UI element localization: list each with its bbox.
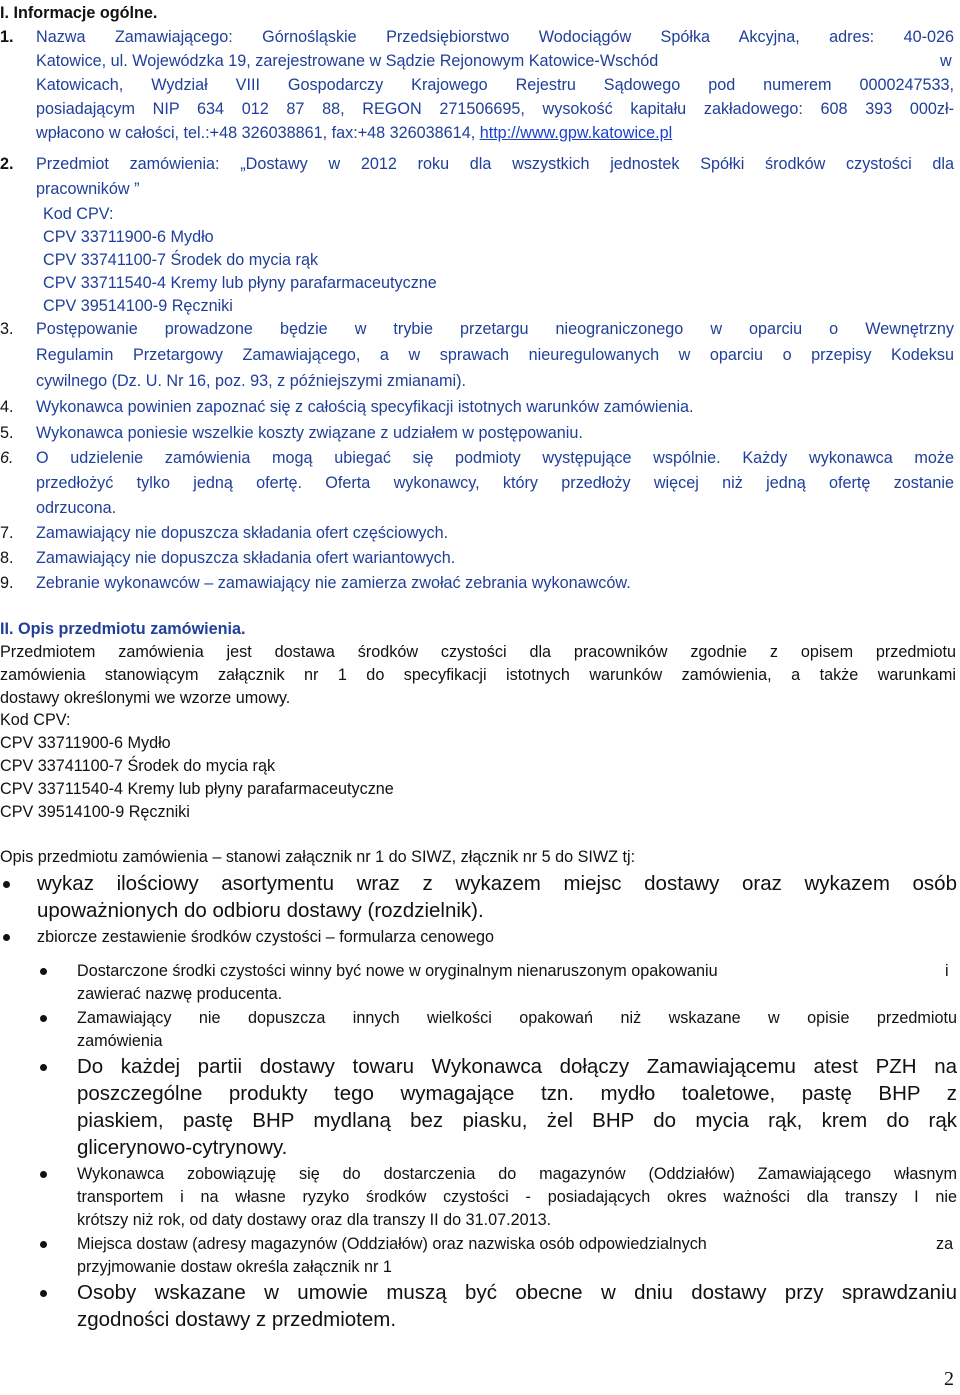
list-number: 6. [0,449,14,467]
bullet-icon [40,1290,47,1297]
page-number: 2 [944,1368,954,1390]
bullet-text: Do każdej partii dostawy towaru Wykonawca dołączy Zamawiającemu atest PZH na [77,1055,957,1078]
list-item-text: Postępowanie prowadzone będzie w trybie przetargu nieograniczonego w oparciu o Wewnętrzny [36,320,954,338]
bullet-icon [40,1241,47,1248]
list-item-text: O udzielenie zamówienia mogą ubiegać się podmioty występujące wspólnie. Każdy wykonawca może [36,449,954,467]
list-item-text: pracowników ” [36,180,140,198]
list-item-text: Wykonawca poniesie wszelkie koszty związane z udziałem w postępowaniu. [36,424,583,442]
list-item-text: w [940,52,952,70]
section-heading: II. Opis przedmiotu zamówienia. [0,620,246,638]
bullet-text: za [936,1235,954,1253]
list-number: 3. [0,320,14,338]
list-number: 4. [0,398,14,416]
list-item-text: Nazwa Zamawiającego: Górnośląskie Przedsiębiorstwo Wodociągów Spółka Akcyjna, adres: 40-026 [36,28,954,46]
list-number: 9. [0,574,14,592]
bullet-text: glicerynowo-cytrynowy. [77,1136,288,1159]
list-number: 1. [0,28,14,46]
list-item-text: przedłożyć tylko jedną ofertę. Oferta wykonawcy, który przedłoży więcej niż jedną ofertę zostanie [36,474,954,492]
website-link[interactable]: http://www.gpw.katowice.pl [479,124,673,142]
list-item-text: Wykonawca powinien zapoznać się z całością specyfikacji istotnych warunków zamówienia. [36,398,694,416]
paragraph-line: zamówienia stanowiącym załącznik nr 1 do specyfikacji istotnych warunków zamówienia, a także warunkami [0,666,956,684]
bullet-text: i [945,962,949,980]
paragraph-line: Przedmiotem zamówienia jest dostawa środków czystości dla pracowników zgodnie z opisem przedmiotu [0,643,956,661]
list-item-text: Regulamin Przetargowy Zamawiającego, a w sprawach nieuregulowanych w oparciu o przepisy Kodeksu [36,346,954,364]
bullet-text: Osoby wskazane w umowie muszą być obecne w dniu dostawy przy sprawdzaniu [77,1281,957,1304]
bullet-icon [3,881,10,888]
bullet-text: Wykonawca zobowiązuję się do dostarczenia do magazynów (Oddziałów) Zamawiającego własnym [77,1165,957,1183]
bullet-icon [40,968,47,975]
bullet-text: przyjmowanie dostaw określa załącznik nr 1 [77,1258,392,1276]
bullet-text: poszczególne produkty tego wymagające tzn. mydło toaletowe, pastę BHP z [77,1082,957,1105]
bullet-icon [3,934,10,941]
bullet-text: transportem i na własne ryzyko środków czystości - posiadających okres ważności dla transzy I nie [77,1188,957,1206]
paragraph-line: Opis przedmiotu zamówienia – stanowi załącznik nr 1 do SIWZ, złącznik nr 5 do SIWZ tj: [0,848,636,866]
cpv-code: CPV 39514100-9 Ręczniki [0,803,190,821]
bullet-text: Miejsca dostaw (adresy magazynów (Oddziałów) oraz nazwiska osób odpowiedzialnych [77,1235,707,1253]
bullet-text: wykaz ilościowy asortymentu wraz z wykazem miejsc dostawy oraz wykazem osób [37,872,957,895]
bullet-icon [40,1171,47,1178]
list-number: 2. [0,155,14,173]
list-number: 7. [0,524,14,542]
list-number: 5. [0,424,14,442]
bullet-icon [40,1064,47,1071]
cpv-code: CPV 39514100-9 Ręczniki [43,297,233,315]
section-heading: I. Informacje ogólne. [0,4,158,22]
bullet-text: zawierać nazwę producenta. [77,985,283,1003]
bullet-text: krótszy niż rok, od daty dostawy oraz dla transzy II do 31.07.2013. [77,1211,552,1229]
list-item-text: Katowicach, Wydział VIII Gospodarczy Krajowego Rejestru Sądowego pod numerem 0000247533, [36,76,954,94]
cpv-code: CPV 33711540-4 Kremy lub płyny parafarmaceutyczne [0,780,394,798]
list-item-text: Katowice, ul. Wojewódzka 19, zarejestrowane w Sądzie Rejonowym Katowice-Wschód [36,52,659,70]
cpv-code: CPV 33711900-6 Mydło [0,734,171,752]
bullet-text: piaskiem, pastę BHP mydlaną bez piasku, żel BHP do mycia rąk, krem do rąk [77,1109,957,1132]
bullet-text: zgodności dostawy z przedmiotem. [77,1308,397,1331]
list-item-text: wpłacono w całości, tel.:+48 326038861, fax:+48 326038614, http://www.gpw.katowice.pl [36,124,673,142]
bullet-text: Zamawiający nie dopuszcza innych wielkości opakowań niż wskazane w opisie przedmiotu [77,1009,957,1027]
list-item-text: Przedmiot zamówienia: „Dostawy w 2012 roku dla wszystkich jednostek Spółki środków czystości dla [36,155,954,173]
bullet-text: upoważnionych do odbioru dostawy (rozdzielnik). [37,899,484,922]
cpv-code: Kod CPV: [0,711,71,729]
bullet-icon [40,1015,47,1022]
list-item-text: Zamawiający nie dopuszcza składania ofert częściowych. [36,524,449,542]
cpv-code: CPV 33711900-6 Mydło [43,228,214,246]
list-item-text: cywilnego (Dz. U. Nr 16, poz. 93, z późniejszymi zmianami). [36,372,467,390]
cpv-code: CPV 33741100-7 Środek do mycia rąk [43,251,319,269]
bullet-text: zbiorcze zestawienie środków czystości – formularza cenowego [37,928,495,946]
bullet-text: Dostarczone środki czystości winny być nowe w oryginalnym nienaruszonym opakowaniu [77,962,718,980]
list-item-text: odrzucona. [36,499,117,517]
list-number: 8. [0,549,14,567]
list-item-text: Zamawiający nie dopuszcza składania ofert wariantowych. [36,549,456,567]
cpv-code: CPV 33741100-7 Środek do mycia rąk [0,757,276,775]
list-item-text: posiadającym NIP 634 012 87 88, REGON 271506695, wysokość kapitału zakładowego: 608 393 000zł- [36,100,954,118]
bullet-text: zamówienia [77,1032,163,1050]
cpv-code: Kod CPV: [43,205,114,223]
paragraph-line: dostawy określonymi we wzorze umowy. [0,689,291,707]
list-item-text: Zebranie wykonawców – zamawiający nie zamierza zwołać zebrania wykonawców. [36,574,631,592]
cpv-code: CPV 33711540-4 Kremy lub płyny parafarmaceutyczne [43,274,437,292]
